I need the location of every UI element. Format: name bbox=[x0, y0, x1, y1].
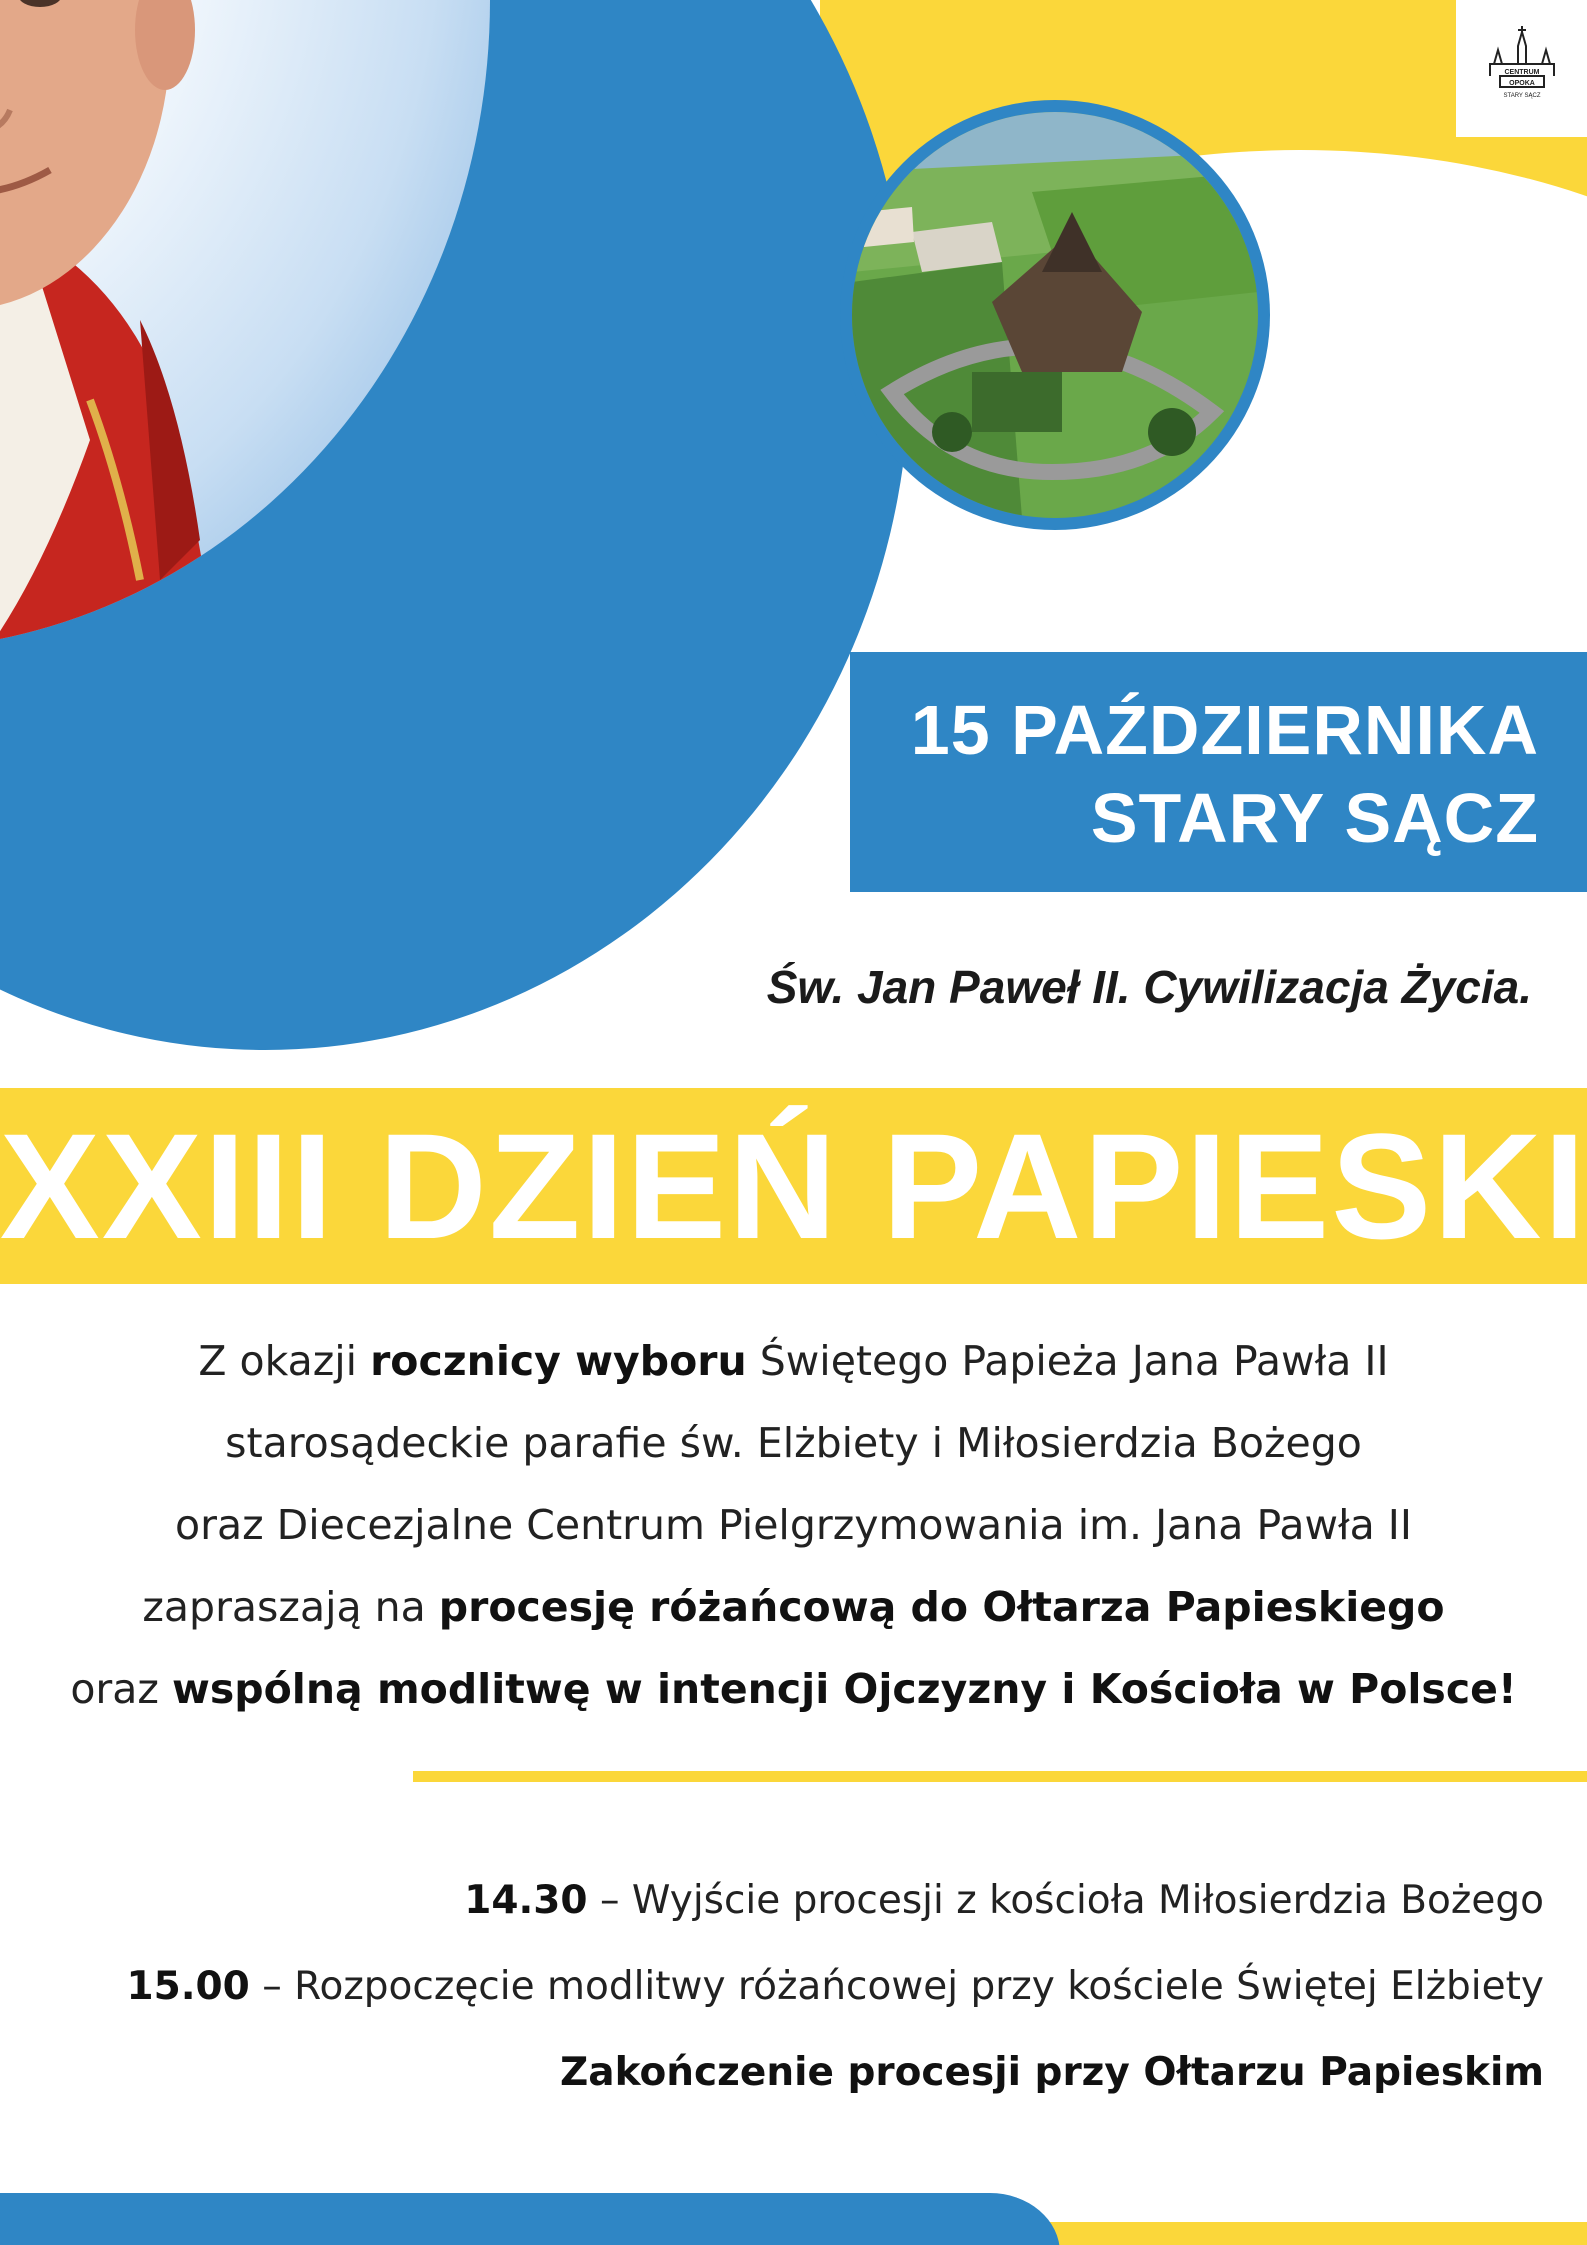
invitation-bold-segment: rocznicy wyboru bbox=[370, 1337, 747, 1385]
invitation-bold-segment: procesję różańcową do Ołtarza Papieskiego bbox=[438, 1583, 1445, 1631]
church-logo-icon bbox=[1482, 24, 1562, 114]
invitation-segment: Świętego Papieża Jana Pawła II bbox=[746, 1337, 1389, 1385]
schedule-description: – Wyjście procesji z kościoła Miłosierdzia Bożego bbox=[587, 1878, 1544, 1923]
logo-text-bottom: STARY SĄCZ bbox=[1502, 92, 1541, 99]
title-banner bbox=[0, 1088, 1587, 1284]
logo bbox=[1456, 0, 1587, 137]
invitation-line bbox=[0, 1566, 1587, 1648]
invitation-text bbox=[0, 1320, 1587, 1730]
invitation-segment: Z okazji bbox=[198, 1337, 371, 1385]
portrait-ring bbox=[0, 0, 910, 1050]
event-title: XXIII DZIEŃ PAPIESKI bbox=[0, 1101, 1587, 1270]
schedule-row bbox=[126, 1956, 1544, 2042]
schedule-time: 14.30 bbox=[464, 1878, 588, 1923]
invitation-segment: zapraszają na bbox=[142, 1583, 439, 1631]
portrait-frame bbox=[0, 0, 490, 650]
invitation-segment: starosądeckie parafie św. Elżbiety i Miłosierdzia Bożego bbox=[225, 1419, 1362, 1467]
invitation-line bbox=[0, 1648, 1587, 1730]
date-box bbox=[850, 652, 1587, 892]
portrait-photo bbox=[0, 0, 310, 650]
schedule bbox=[126, 1870, 1544, 2128]
event-date: 15 PAŹDZIERNIKA bbox=[910, 691, 1539, 769]
aerial-photo bbox=[852, 112, 1258, 518]
schedule-description: – Rozpoczęcie modlitwy różańcowej przy kościele Świętej Elżbiety bbox=[249, 1964, 1544, 2009]
schedule-row bbox=[126, 2042, 1544, 2128]
logo-text-middle: OPOKA bbox=[1508, 79, 1535, 87]
footer-blue-stripe bbox=[0, 2193, 1060, 2245]
invitation-line bbox=[0, 1402, 1587, 1484]
invitation-line bbox=[0, 1484, 1587, 1566]
logo-text-top: CENTRUM bbox=[1504, 68, 1539, 76]
invitation-bold-segment: wspólną modlitwę w intencji Ojczyzny i Kościoła w Polsce! bbox=[171, 1665, 1517, 1713]
footer-yellow-stripe bbox=[1000, 2222, 1587, 2245]
schedule-time: Zakończenie procesji przy Ołtarzu Papieskim bbox=[560, 2050, 1544, 2095]
schedule-row bbox=[126, 1870, 1544, 1956]
invitation-line bbox=[0, 1320, 1587, 1402]
invitation-segment: oraz Diecezjalne Centrum Pielgrzymowania im. Jana Pawła II bbox=[175, 1501, 1412, 1549]
schedule-time: 15.00 bbox=[126, 1964, 250, 2009]
divider bbox=[413, 1771, 1587, 1782]
invitation-segment: oraz bbox=[70, 1665, 172, 1713]
subtitle: Św. Jan Paweł II. Cywilizacja Życia. bbox=[766, 961, 1532, 1013]
event-place: STARY SĄCZ bbox=[1090, 779, 1539, 857]
